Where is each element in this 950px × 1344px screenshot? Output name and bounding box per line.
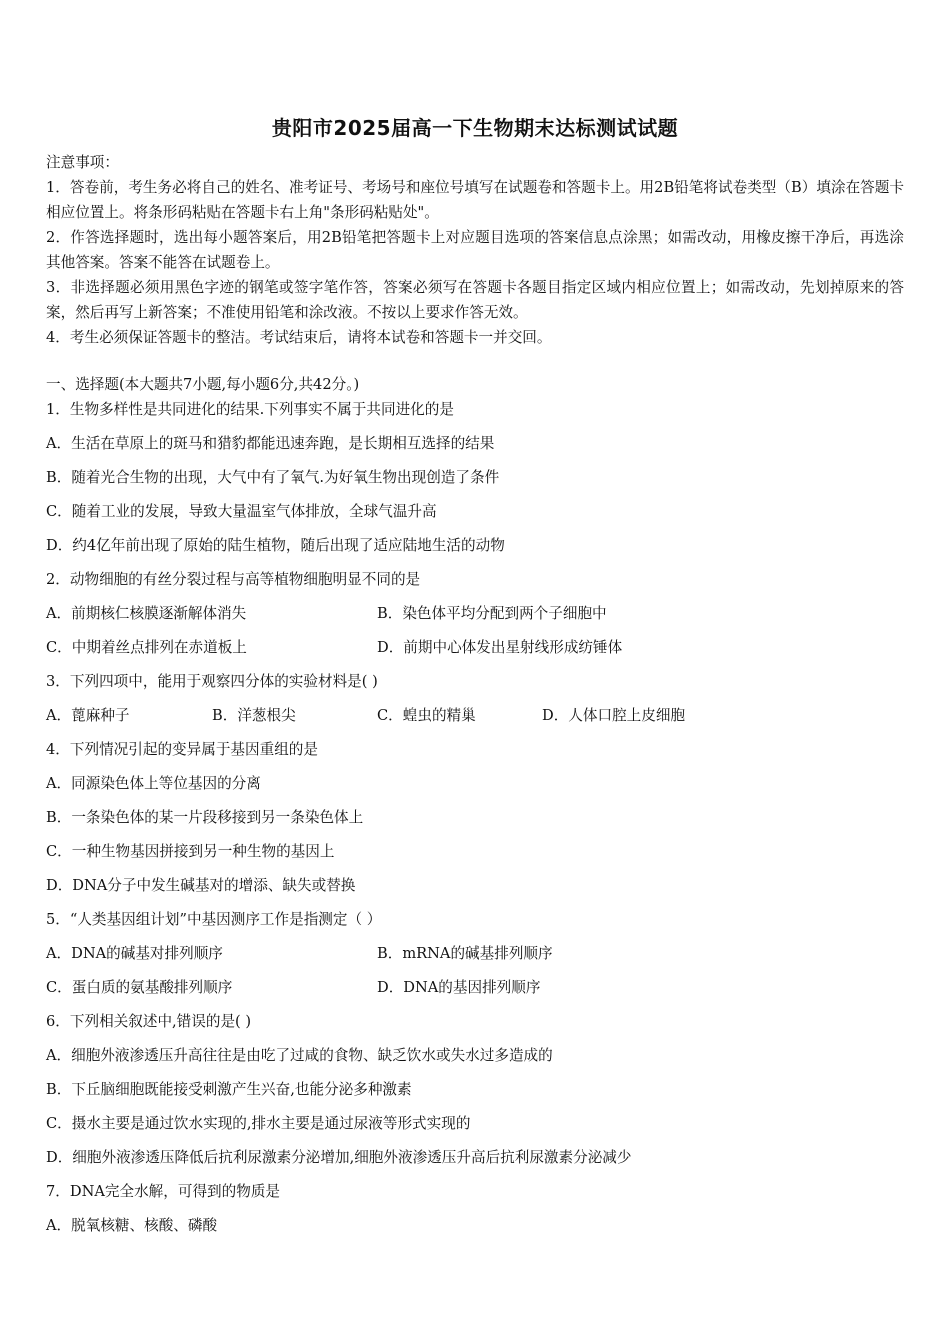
question-2-option-a: A．前期核仁核膜逐渐解体消失 (46, 605, 247, 622)
notice-item-1: 1．答卷前，考生务必将自己的姓名、准考证号、考场号和座位号填写在试题卷和答题卡上。用2B铅笔将试卷类型（B）填涂在答题卡相应位置上。将条形码粘贴在答题卡右上角"条形码粘贴处"。 (46, 179, 904, 221)
notice-heading: 注意事项： (46, 154, 119, 171)
question-5-option-d: D．DNA的基因排列顺序 (377, 979, 541, 996)
notice-item-2: 2．作答选择题时，选出每小题答案后，用2B铅笔把答题卡上对应题目选项的答案信息点涂黑；如需改动，用橡皮擦干净后，再选涂其他答案。答案不能答在试题卷上。 (46, 229, 904, 271)
question-5-option-a: A．DNA的碱基对排列顺序 (46, 945, 223, 962)
question-1-option-a: A．生活在草原上的斑马和猎豹都能迅速奔跑，是长期相互选择的结果 (46, 435, 495, 452)
question-6-option-d: D．细胞外液渗透压降低后抗利尿激素分泌增加,细胞外液渗透压升高后抗利尿激素分泌减少 (46, 1149, 632, 1166)
question-7-option-a: A．脱氧核糖、核酸、磷酸 (46, 1217, 218, 1234)
question-5-option-b: B．mRNA的碱基排列顺序 (377, 945, 553, 962)
question-2-option-b: B．染色体平均分配到两个子细胞中 (377, 605, 607, 622)
question-6-option-a: A．细胞外液渗透压升高往往是由吃了过咸的食物、缺乏饮水或失水过多造成的 (46, 1047, 553, 1064)
notice-item-3: 3．非选择题必须用黑色字迹的钢笔或签字笔作答，答案必须写在答题卡各题目指定区域内相应位置上；如需改动，先划掉原来的答案，然后再写上新答案；不准使用铅笔和涂改液。不按以上要求作答无效。 (46, 279, 904, 321)
question-3-option-d: D．人体口腔上皮细胞 (542, 707, 686, 724)
section-heading: 一、选择题(本大题共7小题,每小题6分,共42分。) (46, 376, 360, 393)
question-3-stem: 3．下列四项中，能用于观察四分体的实验材料是( ) (46, 673, 378, 690)
question-4-option-b: B．一条染色体的某一片段移接到另一条染色体上 (46, 809, 364, 826)
question-2-option-d: D．前期中心体发出星射线形成纺锤体 (377, 639, 623, 656)
notice-item-4: 4．考生必须保证答题卡的整洁。考试结束后，请将本试卷和答题卡一并交回。 (46, 329, 552, 346)
question-4-option-d: D．DNA分子中发生碱基对的增添、缺失或替换 (46, 877, 356, 894)
question-2-stem: 2．动物细胞的有丝分裂过程与高等植物细胞明显不同的是 (46, 571, 421, 588)
question-6-option-c: C．摄水主要是通过饮水实现的,排水主要是通过尿液等形式实现的 (46, 1115, 471, 1132)
question-4-option-a: A．同源染色体上等位基因的分离 (46, 775, 261, 792)
question-1-stem: 1．生物多样性是共同进化的结果.下列事实不属于共同进化的是 (46, 401, 454, 418)
question-6-stem: 6．下列相关叙述中,错误的是( ) (46, 1013, 252, 1030)
notice-block (46, 150, 904, 350)
question-5-option-c: C．蛋白质的氨基酸排列顺序 (46, 979, 233, 996)
question-7-stem: 7．DNA完全水解，可得到的物质是 (46, 1183, 281, 1200)
question-3-option-a: A．蓖麻种子 (46, 707, 130, 724)
question-4-stem: 4．下列情况引起的变异属于基因重组的是 (46, 741, 318, 758)
question-3-option-b: B．洋葱根尖 (212, 707, 296, 724)
question-1-option-b: B．随着光合生物的出现，大气中有了氧气.为好氧生物出现创造了条件 (46, 469, 500, 486)
page-title: 贵阳市2025届高一下生物期末达标测试试题 (271, 116, 679, 140)
question-1-option-c: C．随着工业的发展，导致大量温室气体排放，全球气温升高 (46, 503, 437, 520)
question-3-option-c: C．蝗虫的精巢 (377, 707, 476, 724)
question-2-option-c: C．中期着丝点排列在赤道板上 (46, 639, 247, 656)
question-1-option-d: D．约4亿年前出现了原始的陆生植物，随后出现了适应陆地生活的动物 (46, 537, 505, 554)
question-6-option-b: B．下丘脑细胞既能接受刺激产生兴奋,也能分泌多种激素 (46, 1081, 412, 1098)
question-4-option-c: C．一种生物基因拼接到另一种生物的基因上 (46, 843, 335, 860)
question-5-stem: 5．“人类基因组计划”中基因测序工作是指测定（ ） (46, 911, 382, 928)
